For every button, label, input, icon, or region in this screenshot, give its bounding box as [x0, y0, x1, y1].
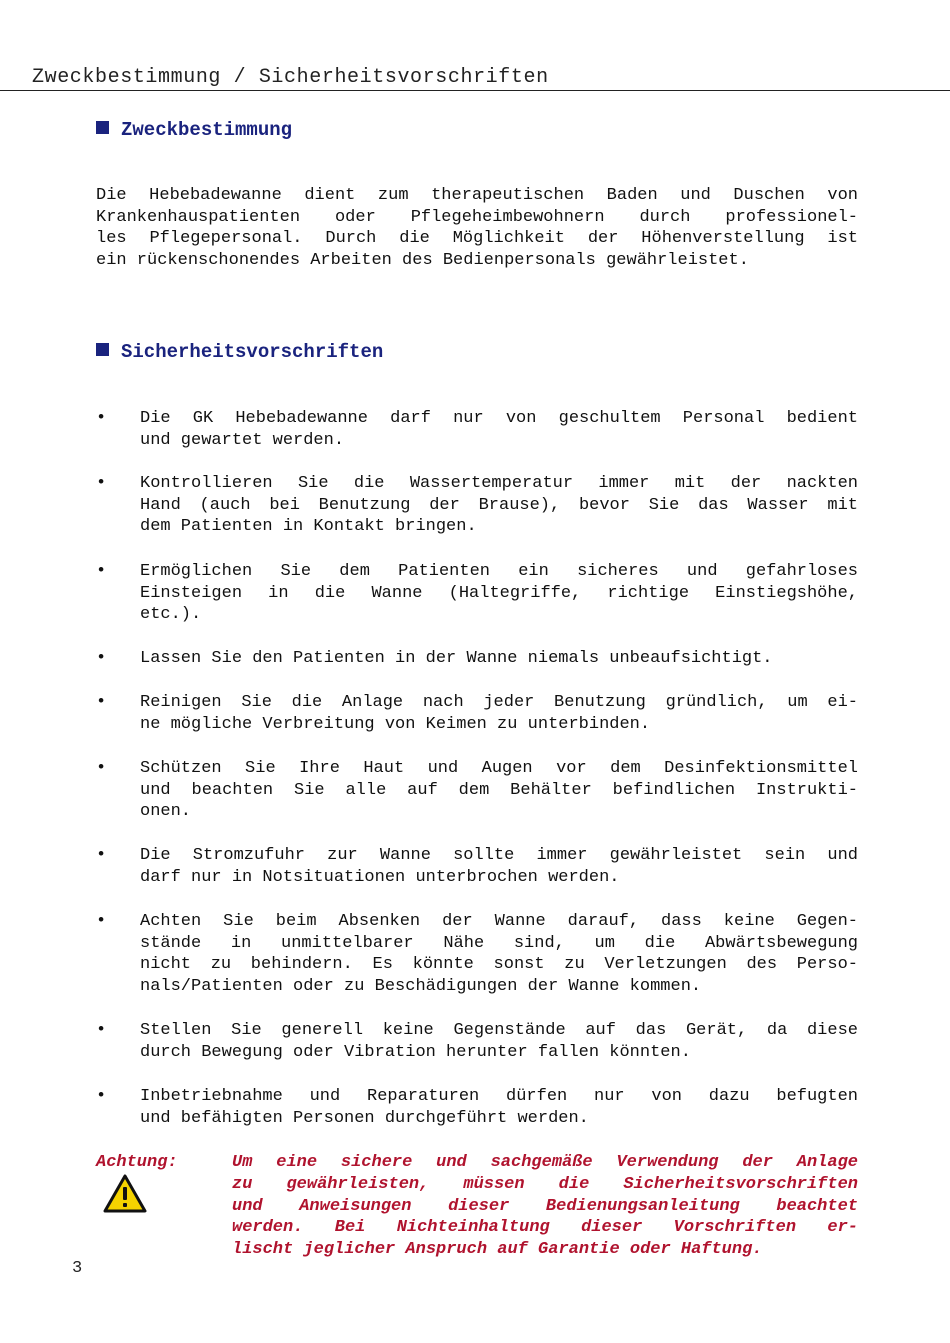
header-title: Zweckbestimmung / Sicherheitsvorschriften — [32, 66, 549, 89]
bullet-icon: • — [96, 1087, 107, 1106]
list-item-line: und beachten Sie alle auf dem Behälter befindlichen Instrukti- — [140, 780, 858, 800]
bullet-icon: • — [96, 912, 107, 931]
warning-line: und Anweisungen dieser Bedienungsanleitung beachtet — [232, 1196, 858, 1216]
square-bullet-icon — [96, 343, 109, 356]
warning-line: werden. Bei Nichteinhaltung dieser Vorschriften er- — [232, 1218, 858, 1238]
bullet-icon: • — [96, 409, 107, 428]
list-item-line: onen. — [140, 802, 192, 822]
warning-line: lischt jeglicher Anspruch auf Garantie oder Haftung. — [232, 1240, 763, 1260]
bullet-icon: • — [96, 846, 107, 865]
page-number: 3 — [72, 1259, 83, 1278]
list-item-line: dem Patienten in Kontakt bringen. — [140, 517, 477, 537]
warning-label: Achtung: — [96, 1153, 178, 1172]
bullet-icon: • — [96, 562, 107, 581]
list-item-line: ne mögliche Verbreitung von Keimen zu unterbinden. — [140, 714, 651, 734]
bullet-icon: • — [96, 649, 107, 668]
square-bullet-icon — [96, 121, 109, 134]
list-item-line: etc.). — [140, 605, 202, 625]
list-item-line: und befähigten Personen durchgeführt werden. — [140, 1108, 589, 1128]
section-heading-sicherheitsvorschriften — [96, 340, 383, 364]
list-item-line: Stellen Sie generell keine Gegenstände auf das Gerät, da diese — [140, 1021, 858, 1040]
list-item-line: Inbetriebnahme und Reparaturen dürfen nur von dazu befugten — [140, 1087, 858, 1106]
paragraph-line: ein rückenschonendes Arbeiten des Bedienpersonals gewährleistet. — [96, 250, 749, 270]
section-title: Zweckbestimmung — [121, 119, 293, 141]
list-item-line: darf nur in Notsituationen unterbrochen werden. — [140, 867, 620, 887]
list-item-line: durch Bewegung oder Vibration herunter fallen könnten. — [140, 1042, 691, 1062]
list-item-line: stände in unmittelbarer Nähe sind, um die Abwärtsbewegung — [140, 933, 858, 953]
warning-line: Um eine sichere und sachgemäße Verwendung der Anlage — [232, 1153, 858, 1172]
list-item-line: nals/Patienten oder zu Beschädigungen der Wanne kommen. — [140, 976, 702, 996]
list-item-line: Ermöglichen Sie dem Patienten ein sicheres und gefahrloses — [140, 562, 858, 581]
paragraph-line: Krankenhauspatienten oder Pflegeheimbewohnern durch professionel- — [96, 207, 858, 227]
paragraph-line: les Pflegepersonal. Durch die Möglichkeit der Höhenverstellung ist — [96, 229, 858, 249]
purpose-paragraph — [96, 185, 858, 271]
list-item-line: Lassen Sie den Patienten in der Wanne niemals unbeaufsichtigt. — [140, 649, 773, 668]
bullet-icon: • — [96, 1021, 107, 1040]
list-item-line: Hand (auch bei Benutzung der Brause), bevor Sie das Wasser mit — [140, 495, 858, 515]
bullet-icon: • — [96, 474, 107, 493]
list-item-line: Einsteigen in die Wanne (Haltegriffe, richtige Einstiegshöhe, — [140, 583, 858, 603]
bullet-icon: • — [96, 759, 107, 778]
list-item-line: Die GK Hebebadewanne darf nur von geschultem Personal bedient — [140, 409, 858, 428]
page-header — [0, 66, 950, 91]
list-item-line: Reinigen Sie die Anlage nach jeder Benutzung gründlich, um ei- — [140, 693, 858, 712]
warning-text — [232, 1152, 858, 1261]
paragraph-line: Die Hebebadewanne dient zum therapeutischen Baden und Duschen von — [96, 186, 858, 205]
list-item-line: Kontrollieren Sie die Wassertemperatur immer mit der nackten — [140, 474, 858, 493]
list-item-line: und gewartet werden. — [140, 430, 345, 450]
section-heading-zweckbestimmung — [96, 118, 292, 142]
list-item-line: Achten Sie beim Absenken der Wanne darauf, dass keine Gegen- — [140, 912, 858, 931]
list-item-line: nicht zu behindern. Es könnte sonst zu Verletzungen des Perso- — [140, 955, 858, 975]
warning-line: zu gewährleisten, müssen die Sicherheitsvorschriften — [232, 1174, 858, 1194]
section-title: Sicherheitsvorschriften — [121, 341, 384, 363]
list-item-line: Die Stromzufuhr zur Wanne sollte immer gewährleistet sein und — [140, 846, 858, 865]
bullet-icon: • — [96, 693, 107, 712]
list-item-line: Schützen Sie Ihre Haut und Augen vor dem Desinfektionsmittel — [140, 759, 858, 778]
warning-triangle-icon — [103, 1174, 147, 1214]
